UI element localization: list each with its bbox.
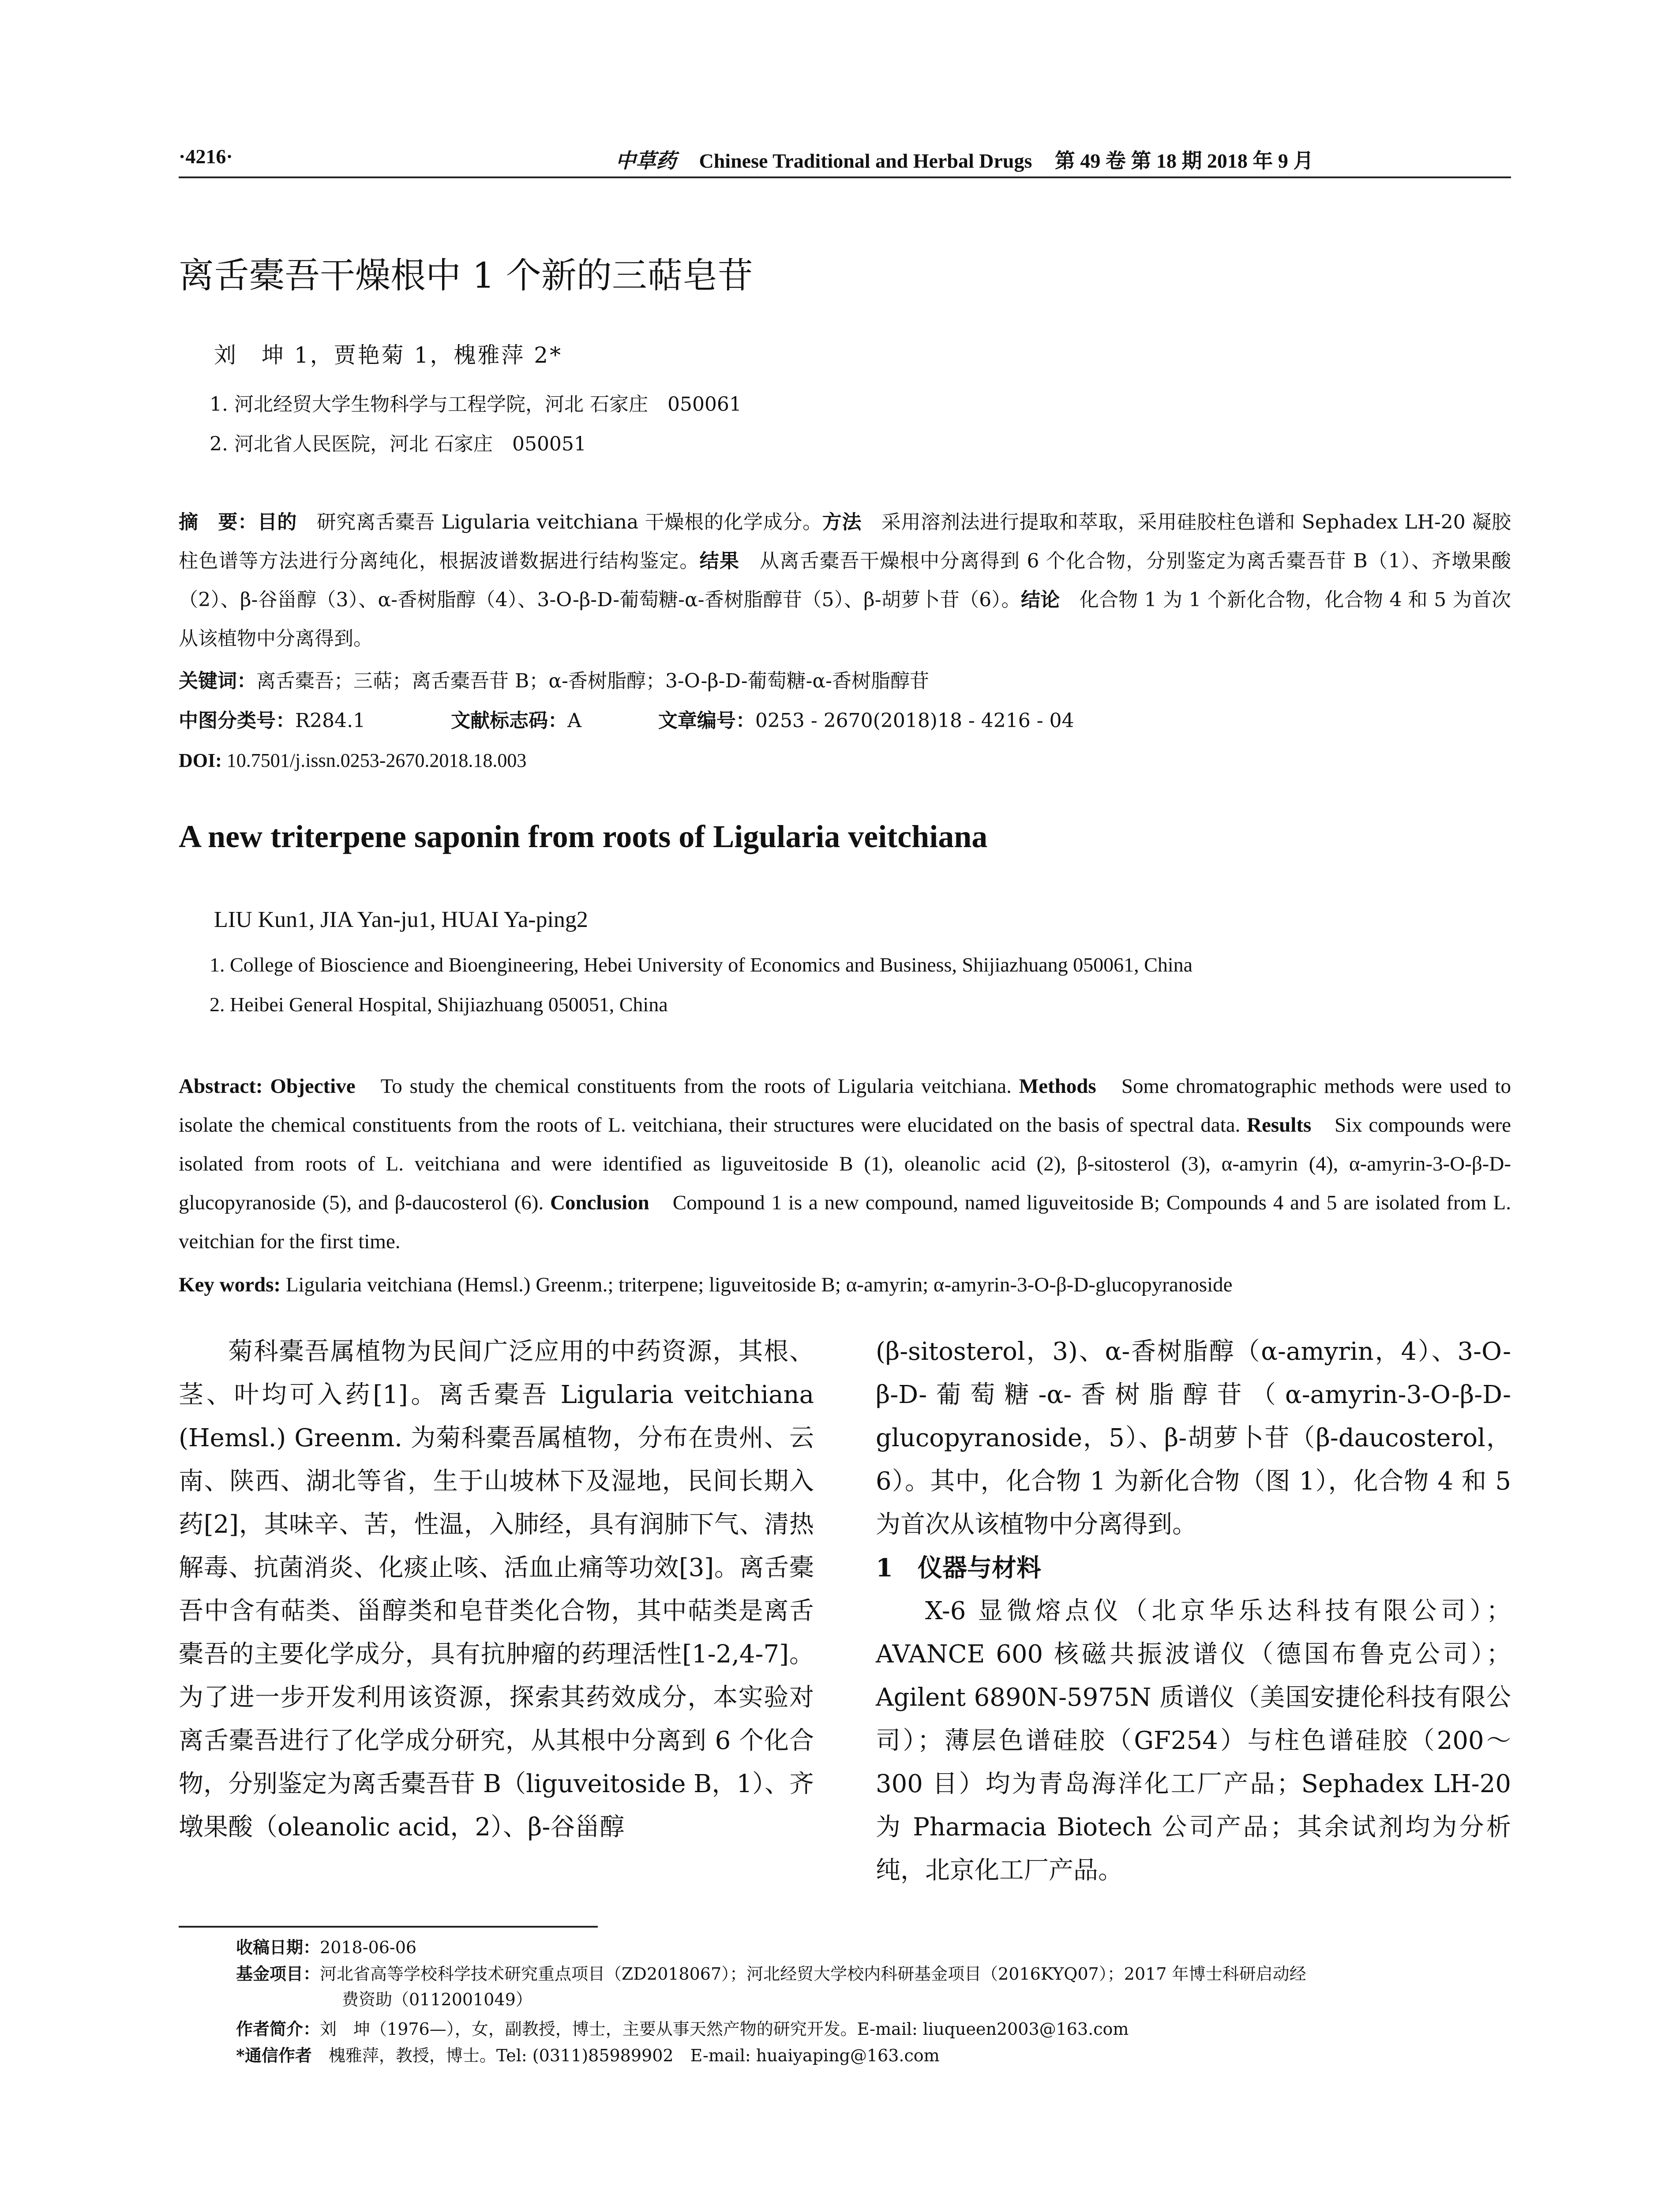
- footnote-rule: [179, 1926, 598, 1928]
- corresponding-text: 槐雅萍，教授，博士。Tel: (0311)85989902 E-mail: huaiyaping@163.com: [311, 2046, 940, 2065]
- affiliation-en-2: 2. Heibei General Hospital, Shijiazhuang 050051, China: [210, 993, 668, 1016]
- article-no-value: 0253 - 2670(2018)18 - 4216 - 04: [755, 709, 1074, 732]
- fund-text: 河北省高等学校科学技术研究重点项目（ZD2018067）；河北经贸大学校内科研基金项目（2016KYQ07）；2017 年博士科研启动经: [320, 1964, 1306, 1984]
- title-cn: 离舌橐吾干燥根中 1 个新的三萜皂苷: [179, 255, 753, 296]
- affiliation-en-1: 1. College of Bioscience and Bioengineering, Hebei University of Economics and Business, Shijiazhuang 050061, China: [210, 953, 1193, 976]
- objective-label: 目的: [257, 511, 297, 533]
- authors-en: LIU Kun1, JIA Yan-ju1, HUAI Ya-ping2: [214, 907, 588, 932]
- fund-text-continued: 费资助（0112001049）: [342, 1990, 532, 2009]
- running-header: [179, 141, 1511, 176]
- author-bio-label: 作者简介：: [236, 2019, 320, 2039]
- classification-line: [179, 702, 1511, 740]
- clc-value: R284.1: [295, 709, 366, 732]
- journal-name-cn: 中草药: [615, 149, 676, 173]
- objective-text: 研究离舌橐吾 Ligularia veitchiana 干燥根的化学成分。: [297, 511, 822, 533]
- materials-paragraph: X-6 显微熔点仪（北京华乐达科技有限公司）；AVANCE 600 核磁共振波谱仪（德国布鲁克公司）；Agilent 6890N-5975N 质谱仪（美国安捷伦科技有限公司）；薄层色谱硅胶（GF254）与柱色谱硅胶（200～300 目）均为青岛海洋化工厂产品；Sephadex LH-20 为 Pharmacia Biotech 公司产品；其余试剂均为分析纯，北京化工厂产品。: [876, 1597, 1511, 1885]
- methods-label: 方法: [822, 511, 862, 533]
- author-bio-text: 刘 坤（1976—），女，副教授，博士，主要从事天然产物的研究开发。E-mail: liuqueen2003@163.com: [320, 2019, 1129, 2039]
- doi-value: 10.7501/j.issn.0253-2670.2018.18.003: [221, 750, 527, 771]
- journal-name-en: Chinese Traditional and Herbal Drugs: [699, 150, 1032, 172]
- section-heading-1: 1 仪器与材料: [876, 1553, 1041, 1583]
- results-text: 从离舌橐吾干燥根中分离得到 6 个化合物，分别鉴定为离舌橐吾苷 B（1）、齐墩果酸（2）、β-谷甾醇（3）、α-香树脂醇（4）、3-O-β-D-葡萄糖-α-香树脂醇苷（5）、β-胡萝卜苷（6）。: [179, 550, 1511, 611]
- keywords-cn: [179, 662, 1511, 701]
- abstract-en: [179, 1067, 1511, 1261]
- affiliation-cn-2: 2. 河北省人民医院，河北 石家庄 050051: [210, 433, 586, 455]
- footnote-fund: [236, 1961, 1511, 2012]
- abstract-en-label: Abstract:: [179, 1075, 270, 1098]
- keywords-en: [179, 1265, 1511, 1304]
- doi-line: [179, 741, 1511, 780]
- objective-en-label: Objective: [270, 1075, 356, 1098]
- journal-line: [615, 145, 1313, 174]
- doc-code-value: A: [567, 709, 581, 732]
- results-en-text: Six compounds were isolated from roots of L. veitchiana and were identified as liguveitoside B (1), oleanolic acid (2), β-sitosterol (3), α-amyrin (4), α-amyrin-3-O-β-D-glucopyranoside (5), and β-daucosterol (6).: [179, 1114, 1511, 1214]
- conclusion-en-text: Compound 1 is a new compound, named liguveitoside B; Compounds 4 and 5 are isolated from L. veitchian for the first time.: [179, 1191, 1511, 1253]
- fund-label: 基金项目：: [236, 1964, 320, 1984]
- intro-continued: (β-sitosterol，3)、α-香树脂醇（α-amyrin，4）、3-O-β-D-葡萄糖-α-香树脂醇苷（α-amyrin-3-O-β-D-glucopyranoside，5）、β-胡萝卜苷（β-daucosterol，6）。其中，化合物 1 为新化合物（图 1），化合物 4 和 5 为首次从该植物中分离得到。: [876, 1337, 1511, 1539]
- conclusion-en-label: Conclusion: [550, 1191, 649, 1214]
- doc-code-label: 文献标志码：: [451, 709, 568, 732]
- methods-en-text: Some chromatographic methods were used to isolate the chemical constituents from the roots of L. veitchiana, their structures were elucidated on the basis of spectral data.: [179, 1075, 1511, 1137]
- received-label: 收稿日期：: [236, 1937, 320, 1957]
- article-no-label: 文章编号：: [658, 709, 755, 732]
- keywords-cn-text: 离舌橐吾；三萜；离舌橐吾苷 B；α-香树脂醇；3-O-β-D-葡萄糖-α-香树脂醇苷: [256, 670, 930, 692]
- keywords-en-text: Ligularia veitchiana (Hemsl.) Greenm.; triterpene; liguveitoside B; α-amyrin; α-amyrin-3-O-β-D-glucopyranoside: [285, 1273, 1233, 1296]
- results-en-label: Results: [1247, 1114, 1312, 1137]
- keywords-en-label: Key words:: [179, 1273, 286, 1296]
- abstract-cn: [179, 503, 1511, 658]
- title-en: A new triterpene saponin from roots of Ligularia veitchiana: [179, 819, 988, 854]
- body-column-right: [876, 1330, 1511, 1892]
- conclusion-label: 结论: [1020, 589, 1060, 611]
- objective-en-text: To study the chemical constituents from the roots of Ligularia veitchiana.: [355, 1075, 1019, 1098]
- methods-en-label: Methods: [1019, 1075, 1096, 1098]
- affiliation-cn-1: 1. 河北经贸大学生物科学与工程学院，河北 石家庄 050061: [210, 393, 742, 416]
- issue-info: 第 49 卷 第 18 期 2018 年 9 月: [1054, 150, 1314, 172]
- results-label: 结果: [699, 550, 740, 572]
- corresponding-label: *通信作者: [236, 2045, 312, 2065]
- intro-paragraph: 菊科橐吾属植物为民间广泛应用的中药资源，其根、茎、叶均可入药[1]。离舌橐吾 Ligularia veitchiana (Hemsl.) Greenm. 为菊科橐吾属植物，分布在贵州、云南、陕西、湖北等省，生于山坡林下及湿地，民间长期入药[2]，其味辛、苦，性温，入肺经，具有润肺下气、清热解毒、抗菌消炎、化痰止咳、活血止痛等功效[3]。离舌橐吾中含有萜类、甾醇类和皂苷类化合物，其中萜类是离舌橐吾的主要化学成分，具有抗肿瘤的药理活性[1-2,4-7]。为了进一步开发利用该资源，探索其药效成分，本实验对离舌橐吾进行了化学成分研究，从其根中分离到 6 个化合物，分别鉴定为离舌橐吾苷 B（liguveitoside B，1）、齐墩果酸（oleanolic acid，2）、β-谷甾醇: [179, 1337, 814, 1842]
- conclusion-text: 化合物 1 为 1 个新化合物，化合物 4 和 5 为首次从该植物中分离得到。: [179, 589, 1511, 650]
- footnote-corresponding: [236, 2043, 1511, 2068]
- footnote-author: [236, 2016, 1511, 2042]
- doi-label: DOI:: [179, 750, 222, 771]
- page-number: ·4216·: [179, 145, 233, 168]
- keywords-cn-label: 关键词：: [179, 670, 256, 692]
- header-rule: [179, 176, 1511, 178]
- body-column-left: [179, 1330, 814, 1849]
- abstract-cn-label: 摘 要：: [179, 511, 258, 533]
- received-date: 2018-06-06: [320, 1938, 417, 1957]
- methods-text: 采用溶剂法进行提取和萃取，采用硅胶柱色谱和 Sephadex LH-20 凝胶柱色谱等方法进行分离纯化，根据波谱数据进行结构鉴定。: [179, 511, 1511, 572]
- clc-label: 中图分类号：: [179, 709, 295, 732]
- footnote-received: [236, 1935, 1511, 1960]
- authors-cn: 刘 坤 1，贾艳菊 1，槐雅萍 2*: [214, 342, 563, 368]
